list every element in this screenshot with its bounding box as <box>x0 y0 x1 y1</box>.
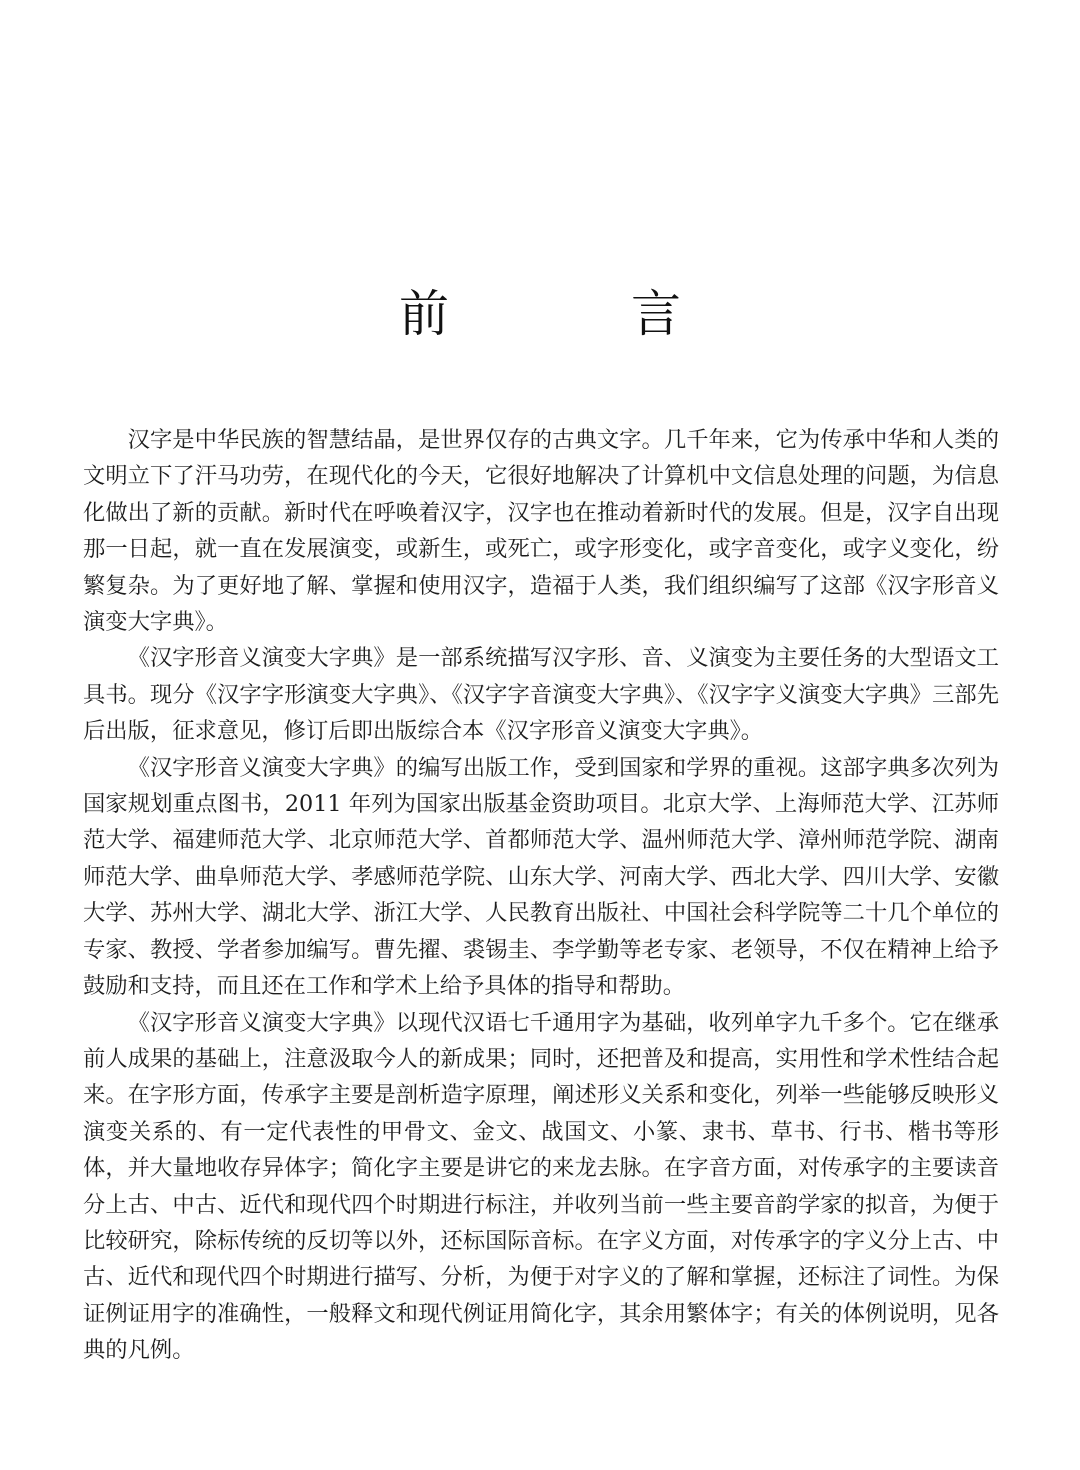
paragraph: 汉字是中华民族的智慧结晶，是世界仅存的古典文字。几千年来，它为传承中华和人类的文明立下了汗马功劳，在现代化的今天，它很好地解决了计算机中文信息处理的问题，为信息化做出了新的贡献。新时代在呼唤着汉字，汉字也在推动着新时代的发展。但是，汉字自出现那一日起，就一直在发展演变，或新生，或死亡，或字形变化，或字音变化，或字义变化，纷繁复杂。为了更好地了解、掌握和使用汉字，造福于人类，我们组织编写了这部《汉字形音义演变大字典》。 <box>83 427 999 636</box>
paragraph: 《汉字形音义演变大字典》是一部系统描写汉字形、音、义演变为主要任务的大型语文工具书。现分《汉字字形演变大字典》、《汉字字音演变大字典》、《汉字字义演变大字典》三部先后出版，征求意见，修订后即出版综合本《汉字形音义演变大字典》。 <box>83 645 999 745</box>
page-title: 前 言 <box>399 285 747 343</box>
paragraph: 《汉字形音义演变大字典》的编写出版工作，受到国家和学界的重视。这部字典多次列为国家规划重点图书，2011 年列为国家出版基金资助项目。北京大学、上海师范大学、江苏师范大学、福建师范大学、北京师范大学、首都师范大学、温州师范大学、漳州师范学院、湖南师范大学、曲阜师范大学、孝感师范学院、山东大学、河南大学、西北大学、四川大学、安徽大学、苏州大学、湖北大学、浙江大学、人民教育出版社、中国社会科学院等二十几个单位的专家、教授、学者参加编写。曹先擢、裘锡圭、李学勤等老专家、老领导，不仅在精神上给予鼓励和支持，而且还在工作和学术上给予具体的指导和帮助。 <box>83 754 999 1000</box>
preface-body <box>83 422 999 1369</box>
paragraph: 《汉字形音义演变大字典》以现代汉语七千通用字为基础，收列单字九千多个。它在继承前人成果的基础上，注意汲取今人的新成果；同时，还把普及和提高，实用性和学术性结合起来。在字形方面，传承字主要是剖析造字原理，阐述形义关系和变化，列举一些能够反映形义演变关系的、有一定代表性的甲骨文、金文、战国文、小篆、隶书、草书、行书、楷书等形体，并大量地收存异体字；简化字主要是讲它的来龙去脉。在字音方面，对传承字的主要读音分上古、中古、近代和现代四个时期进行标注，并收列当前一些主要音韵学家的拟音，为便于比较研究，除标传统的反切等以外，还标国际音标。在字义方面，对传承字的字义分上古、中古、近代和现代四个时期进行描写、分析，为便于对字义的了解和掌握，还标注了词性。为保证例证用字的准确性，一般释文和现代例证用简化字，其余用繁体字；有关的体例说明，见各典的凡例。 <box>83 1009 999 1364</box>
